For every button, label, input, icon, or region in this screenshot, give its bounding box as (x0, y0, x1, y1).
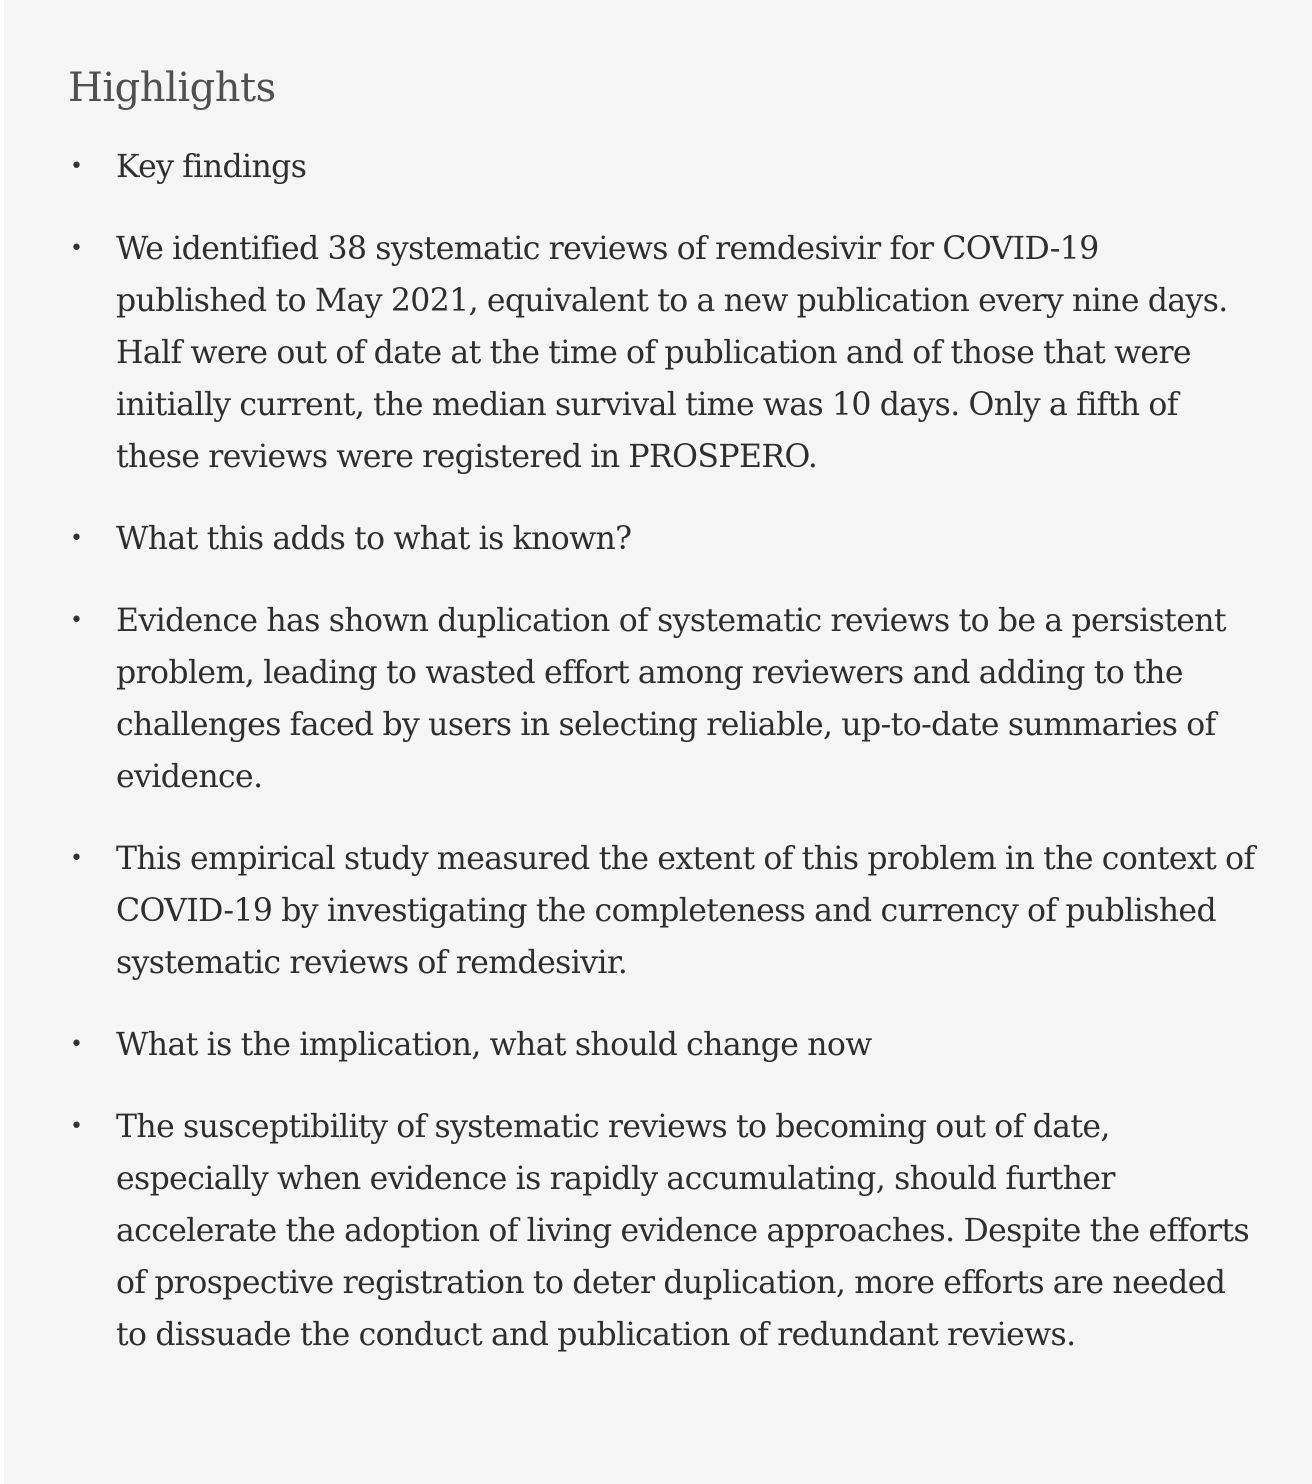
bullet-icon: • (70, 526, 83, 551)
list-item-text: What this adds to what is known? (116, 521, 632, 557)
bullet-icon: • (70, 1114, 83, 1139)
list-item (68, 595, 1256, 803)
list-item (68, 1101, 1256, 1361)
list-item-text: What is the implication, what should change now (116, 1027, 872, 1063)
highlights-panel (4, 0, 1312, 1484)
list-item (68, 223, 1256, 483)
list-item-text: We identified 38 systematic reviews of remdesivir for COVID-19 published to May 2021, equivalent to a new publication every nine days. Half were out of date at the time of publication and of those that were initially current, the median survival time was 10 days. Only a fifth of these reviews were registered in PROSPERO. (116, 231, 1228, 475)
list-item (68, 513, 1256, 565)
list-item (68, 833, 1256, 989)
bullet-icon: • (70, 1032, 83, 1057)
bullet-icon: • (70, 236, 83, 261)
section-title: Highlights (68, 65, 276, 111)
highlights-list (68, 141, 1312, 1361)
bullet-icon: • (70, 846, 83, 871)
list-item-text: Key findings (116, 149, 307, 185)
list-item (68, 1019, 1256, 1071)
bullet-icon: • (70, 154, 83, 179)
list-item-text: The susceptibility of systematic reviews to becoming out of date, especially when evidence is rapidly accumulating, should further accelerate the adoption of living evidence approaches. Despite the efforts of prospective registration to deter duplication, more efforts are needed to dissuade the conduct and publication of redundant reviews. (116, 1109, 1250, 1353)
list-item-text: This empirical study measured the extent of this problem in the context of COVID-19 by investigating the completeness and currency of published systematic reviews of remdesivir. (116, 841, 1255, 981)
bullet-icon: • (70, 608, 83, 633)
list-item (68, 141, 1256, 193)
list-item-text: Evidence has shown duplication of systematic reviews to be a persistent problem, leading to wasted effort among reviewers and adding to the challenges faced by users in selecting reliable, up-to-date summaries of evidence. (116, 603, 1226, 795)
